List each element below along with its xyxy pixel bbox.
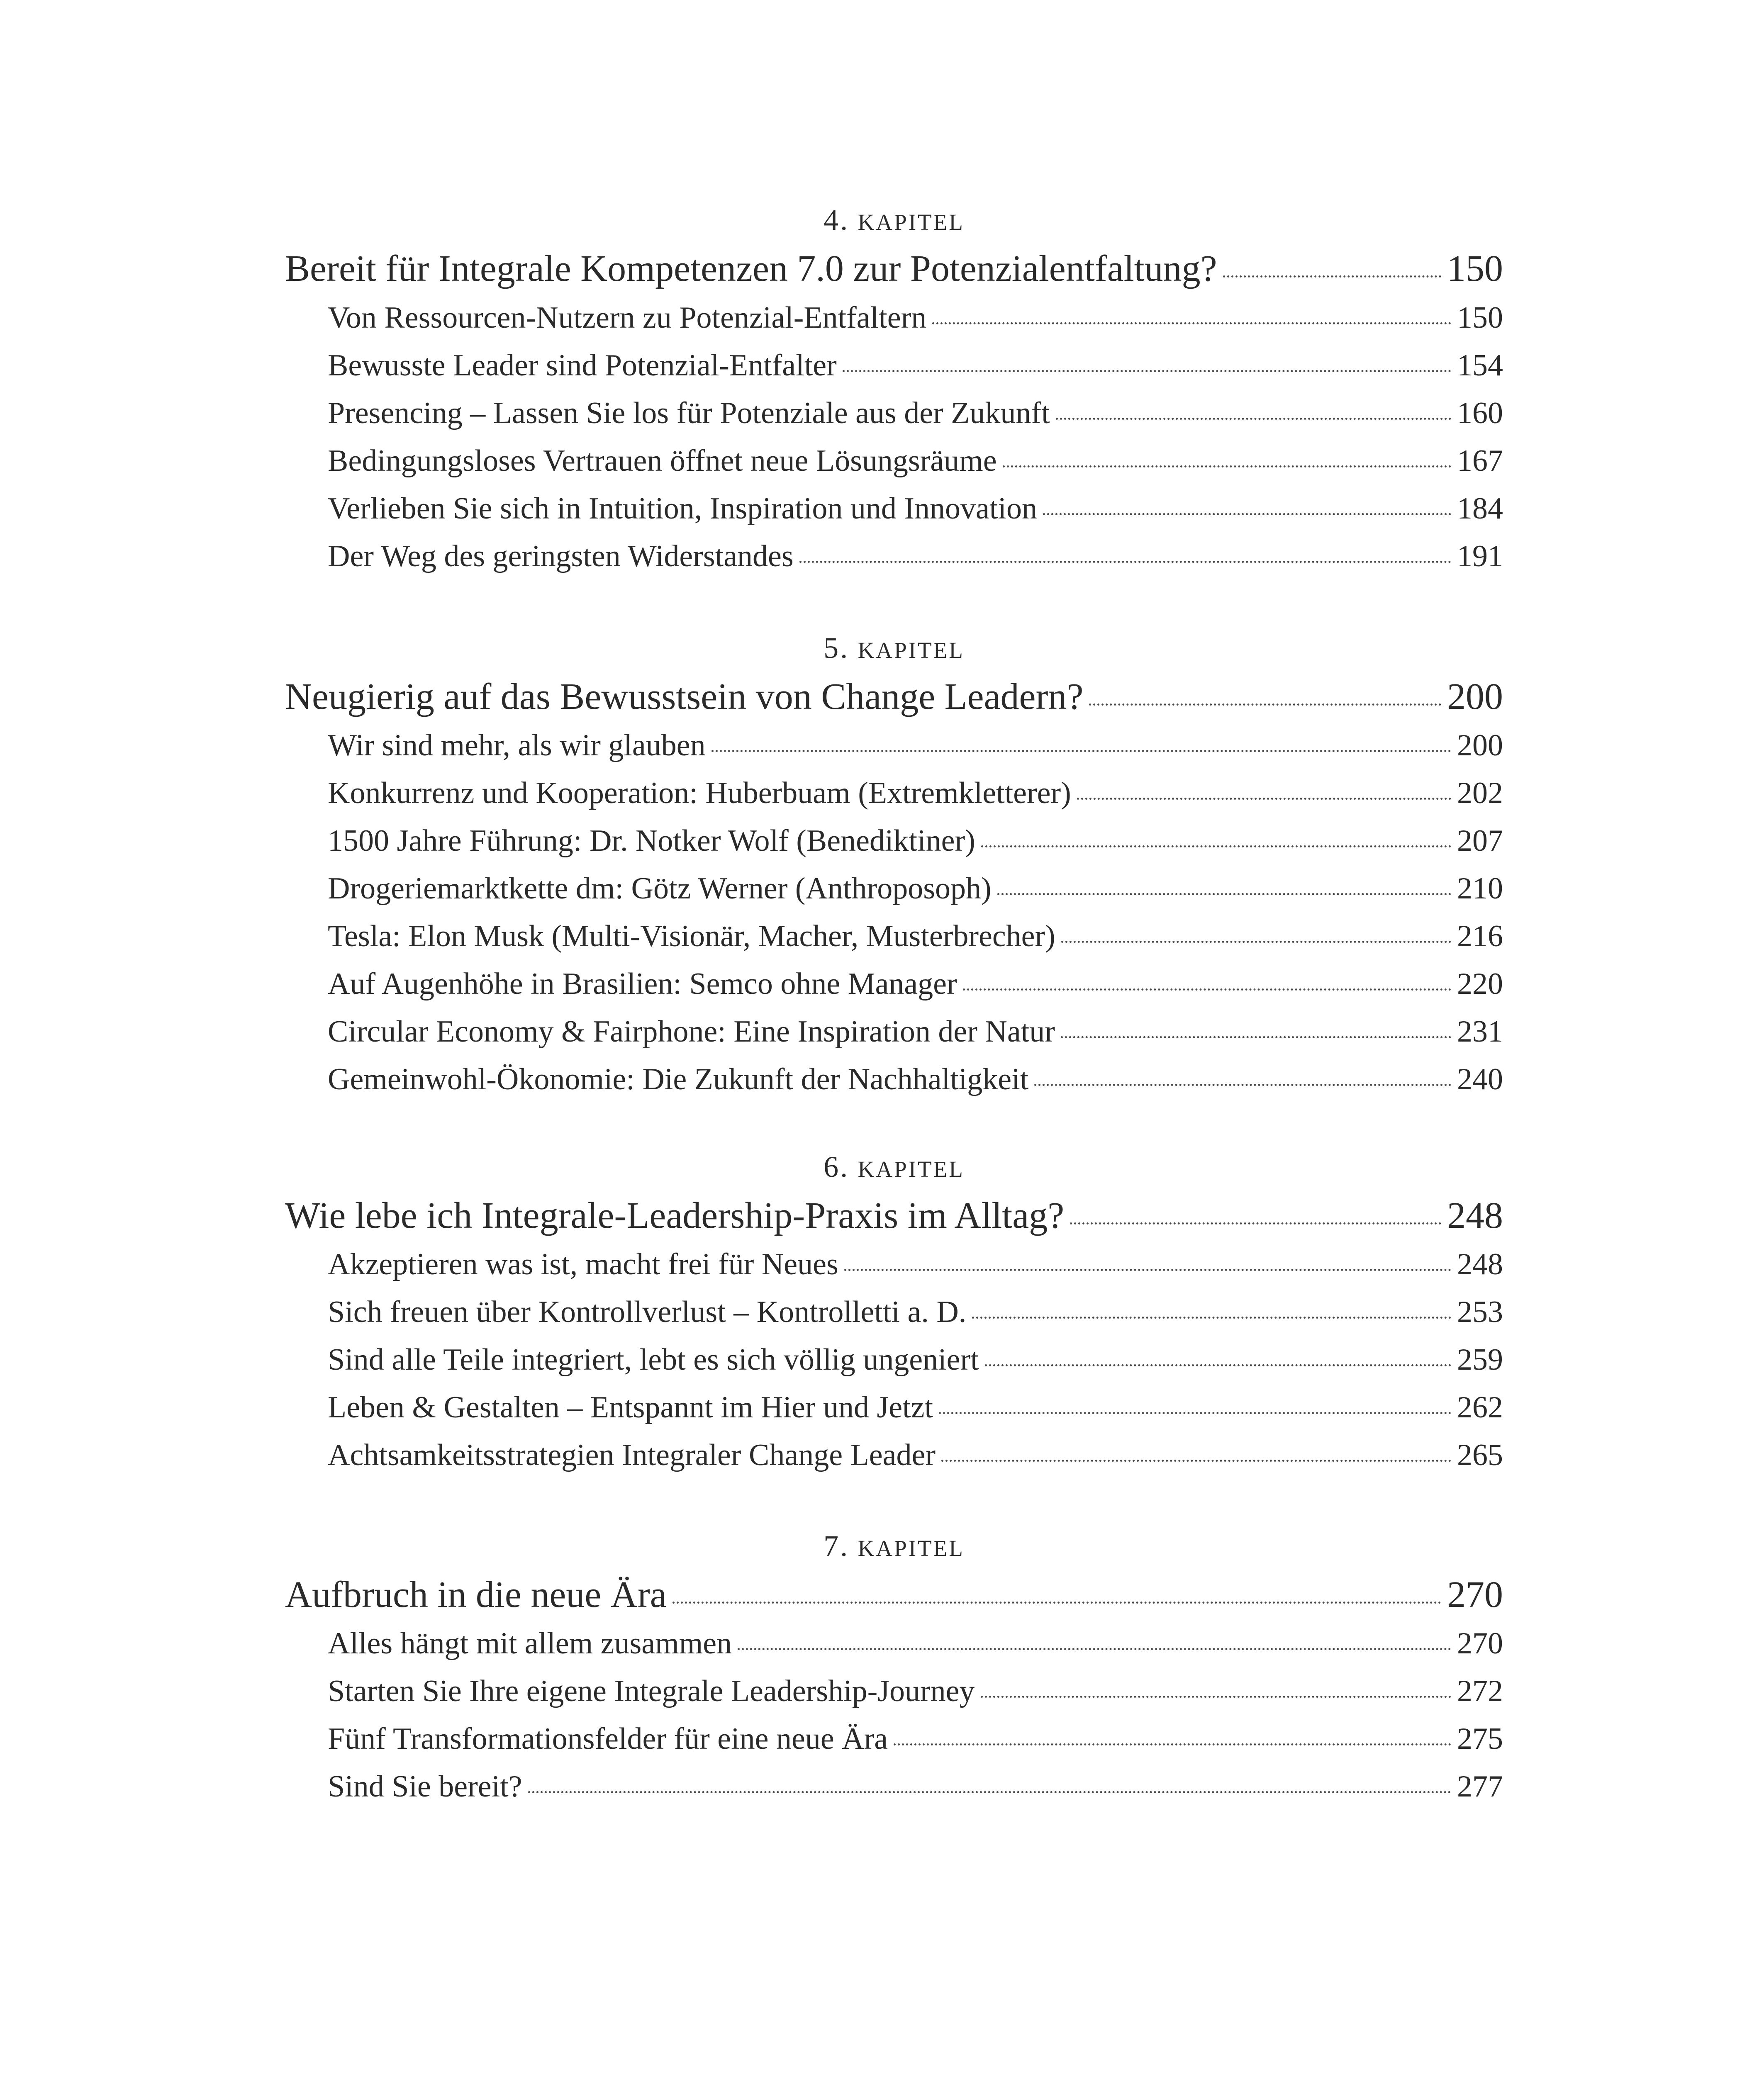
page-number: 248	[1457, 1247, 1503, 1281]
dot-leader	[1043, 513, 1451, 515]
chapter-heading	[285, 202, 1503, 238]
section-entry[interactable]	[328, 1436, 1503, 1474]
chapter-title-entry[interactable]	[285, 1574, 1503, 1616]
page-number: 202	[1457, 776, 1503, 810]
dot-leader	[941, 1460, 1451, 1462]
page-number: 150	[1447, 248, 1503, 289]
chapter-title: Wie lebe ich Integrale-Leadership-Praxis im Alltag?	[285, 1195, 1065, 1236]
dot-leader	[1061, 1036, 1451, 1038]
section-title: Sind alle Teile integriert, lebt es sich völlig ungeniert	[328, 1343, 979, 1377]
section-title: Konkurrenz und Kooperation: Huberbuam (Extremkletterer)	[328, 776, 1071, 810]
dot-leader	[932, 322, 1451, 324]
section-title: Alles hängt mit allem zusammen	[328, 1626, 732, 1660]
chapter-label: kapitel	[858, 1527, 965, 1563]
dot-leader	[799, 561, 1451, 563]
page-number: 272	[1457, 1674, 1503, 1708]
section-entry[interactable]	[328, 347, 1503, 384]
dot-leader	[939, 1412, 1451, 1414]
page-number: 265	[1457, 1438, 1503, 1472]
section-entry[interactable]	[328, 538, 1503, 575]
section-entry[interactable]	[328, 1341, 1503, 1378]
page-number: 167	[1457, 444, 1503, 478]
page-number: 259	[1457, 1343, 1503, 1377]
page-number: 240	[1457, 1062, 1503, 1096]
section-title: Achtsamkeitsstrategien Integraler Change Leader	[328, 1438, 936, 1472]
page-number: 270	[1447, 1574, 1503, 1615]
section-title: Drogeriemarktkette dm: Götz Werner (Anthroposoph)	[328, 871, 992, 906]
section-title: Starten Sie Ihre eigene Integrale Leadership-Journey	[328, 1674, 975, 1708]
chapter-number: 7.	[824, 1529, 850, 1563]
section-title: Leben & Gestalten – Entspannt im Hier und Jetzt	[328, 1390, 933, 1424]
page-number: 200	[1447, 676, 1503, 717]
section-entry[interactable]	[328, 918, 1503, 955]
page-number: 207	[1457, 824, 1503, 858]
section-entry[interactable]	[328, 774, 1503, 812]
dot-leader	[1061, 941, 1451, 943]
section-entry[interactable]	[328, 1389, 1503, 1426]
page-number: 248	[1447, 1195, 1503, 1236]
chapter-heading	[285, 630, 1503, 666]
dot-leader	[981, 845, 1451, 847]
dot-leader	[981, 1696, 1452, 1698]
section-title: Gemeinwohl-Ökonomie: Die Zukunft der Nachhaltigkeit	[328, 1062, 1029, 1096]
chapter-title-entry[interactable]	[285, 676, 1503, 718]
page-number: 231	[1457, 1015, 1503, 1049]
page-number: 216	[1457, 919, 1503, 953]
section-entry[interactable]	[328, 1768, 1503, 1805]
dot-leader	[997, 893, 1451, 895]
section-entry[interactable]	[328, 394, 1503, 432]
section-title: Sind Sie bereit?	[328, 1770, 522, 1804]
dot-leader	[672, 1602, 1441, 1604]
section-title: Akzeptieren was ist, macht frei für Neues	[328, 1247, 838, 1281]
page-number: 184	[1457, 492, 1503, 526]
dot-leader	[1034, 1084, 1451, 1086]
section-title: Fünf Transformationsfelder für eine neue Ära	[328, 1722, 888, 1756]
section-title: Der Weg des geringsten Widerstandes	[328, 539, 794, 573]
dot-leader	[711, 750, 1451, 752]
page-number: 220	[1457, 967, 1503, 1001]
section-entry[interactable]	[328, 442, 1503, 480]
section-title: Sich freuen über Kontrollverlust – Kontrolletti a. D.	[328, 1295, 967, 1329]
dot-leader	[1077, 798, 1451, 800]
chapter-title-entry[interactable]	[285, 1195, 1503, 1237]
dot-leader	[843, 370, 1451, 372]
section-title: Bewusste Leader sind Potenzial-Entfalter	[328, 348, 837, 382]
page-number: 154	[1457, 348, 1503, 382]
dot-leader	[1056, 418, 1451, 420]
page-number: 253	[1457, 1295, 1503, 1329]
chapter-title-entry[interactable]	[285, 248, 1503, 290]
section-title: Von Ressourcen-Nutzern zu Potenzial-Entfaltern	[328, 301, 927, 335]
chapter-number: 4.	[824, 203, 850, 236]
dot-leader	[1089, 704, 1441, 706]
chapter-title: Bereit für Integrale Kompetenzen 7.0 zur Potenzialentfaltung?	[285, 248, 1217, 289]
section-entry[interactable]	[328, 822, 1503, 859]
section-title: Bedingungsloses Vertrauen öffnet neue Lösungsräume	[328, 444, 997, 478]
page-number: 150	[1457, 301, 1503, 335]
section-title: Wir sind mehr, als wir glauben	[328, 728, 706, 762]
page-number: 191	[1457, 539, 1503, 573]
dot-leader	[1223, 275, 1441, 278]
section-entry[interactable]	[328, 1625, 1503, 1662]
chapter-heading	[285, 1149, 1503, 1185]
page-number: 160	[1457, 396, 1503, 430]
section-entry[interactable]	[328, 1720, 1503, 1758]
dot-leader	[738, 1648, 1451, 1650]
chapter-heading	[285, 1529, 1503, 1564]
section-entry[interactable]	[328, 490, 1503, 527]
dot-leader	[844, 1269, 1451, 1271]
dot-leader	[963, 988, 1451, 991]
page-number: 270	[1457, 1626, 1503, 1660]
page-number: 262	[1457, 1390, 1503, 1424]
section-entry[interactable]	[328, 1013, 1503, 1050]
section-entry[interactable]	[328, 1672, 1503, 1710]
dot-leader	[528, 1791, 1451, 1793]
section-title: Tesla: Elon Musk (Multi-Visionär, Macher, Musterbrecher)	[328, 919, 1055, 953]
section-title: Circular Economy & Fairphone: Eine Inspiration der Natur	[328, 1015, 1055, 1049]
chapter-label: kapitel	[858, 629, 965, 665]
page-number: 277	[1457, 1770, 1503, 1804]
section-entry[interactable]	[328, 299, 1503, 336]
page-number: 275	[1457, 1722, 1503, 1756]
dot-leader	[985, 1364, 1451, 1366]
section-entry[interactable]	[328, 965, 1503, 1003]
chapter-label: kapitel	[858, 201, 965, 237]
page-number: 200	[1457, 728, 1503, 762]
chapter-number: 5.	[824, 631, 850, 665]
section-title: Auf Augenhöhe in Brasilien: Semco ohne Manager	[328, 967, 957, 1001]
dot-leader	[894, 1743, 1451, 1745]
section-title: 1500 Jahre Führung: Dr. Notker Wolf (Benediktiner)	[328, 824, 975, 858]
dot-leader	[1070, 1222, 1441, 1224]
section-entry[interactable]	[328, 1246, 1503, 1283]
chapter-title: Aufbruch in die neue Ära	[285, 1574, 667, 1615]
page-number: 210	[1457, 871, 1503, 906]
section-title: Verlieben Sie sich in Intuition, Inspiration und Innovation	[328, 492, 1037, 526]
section-entry[interactable]	[328, 727, 1503, 764]
dot-leader	[972, 1317, 1451, 1319]
chapter-label: kapitel	[858, 1148, 965, 1184]
dot-leader	[1003, 465, 1451, 467]
section-entry[interactable]	[328, 1293, 1503, 1331]
section-entry[interactable]	[328, 870, 1503, 907]
section-title: Presencing – Lassen Sie los für Potenziale aus der Zukunft	[328, 396, 1050, 430]
chapter-number: 6.	[824, 1150, 850, 1183]
chapter-title: Neugierig auf das Bewusstsein von Change Leadern?	[285, 676, 1084, 717]
section-entry[interactable]	[328, 1061, 1503, 1098]
